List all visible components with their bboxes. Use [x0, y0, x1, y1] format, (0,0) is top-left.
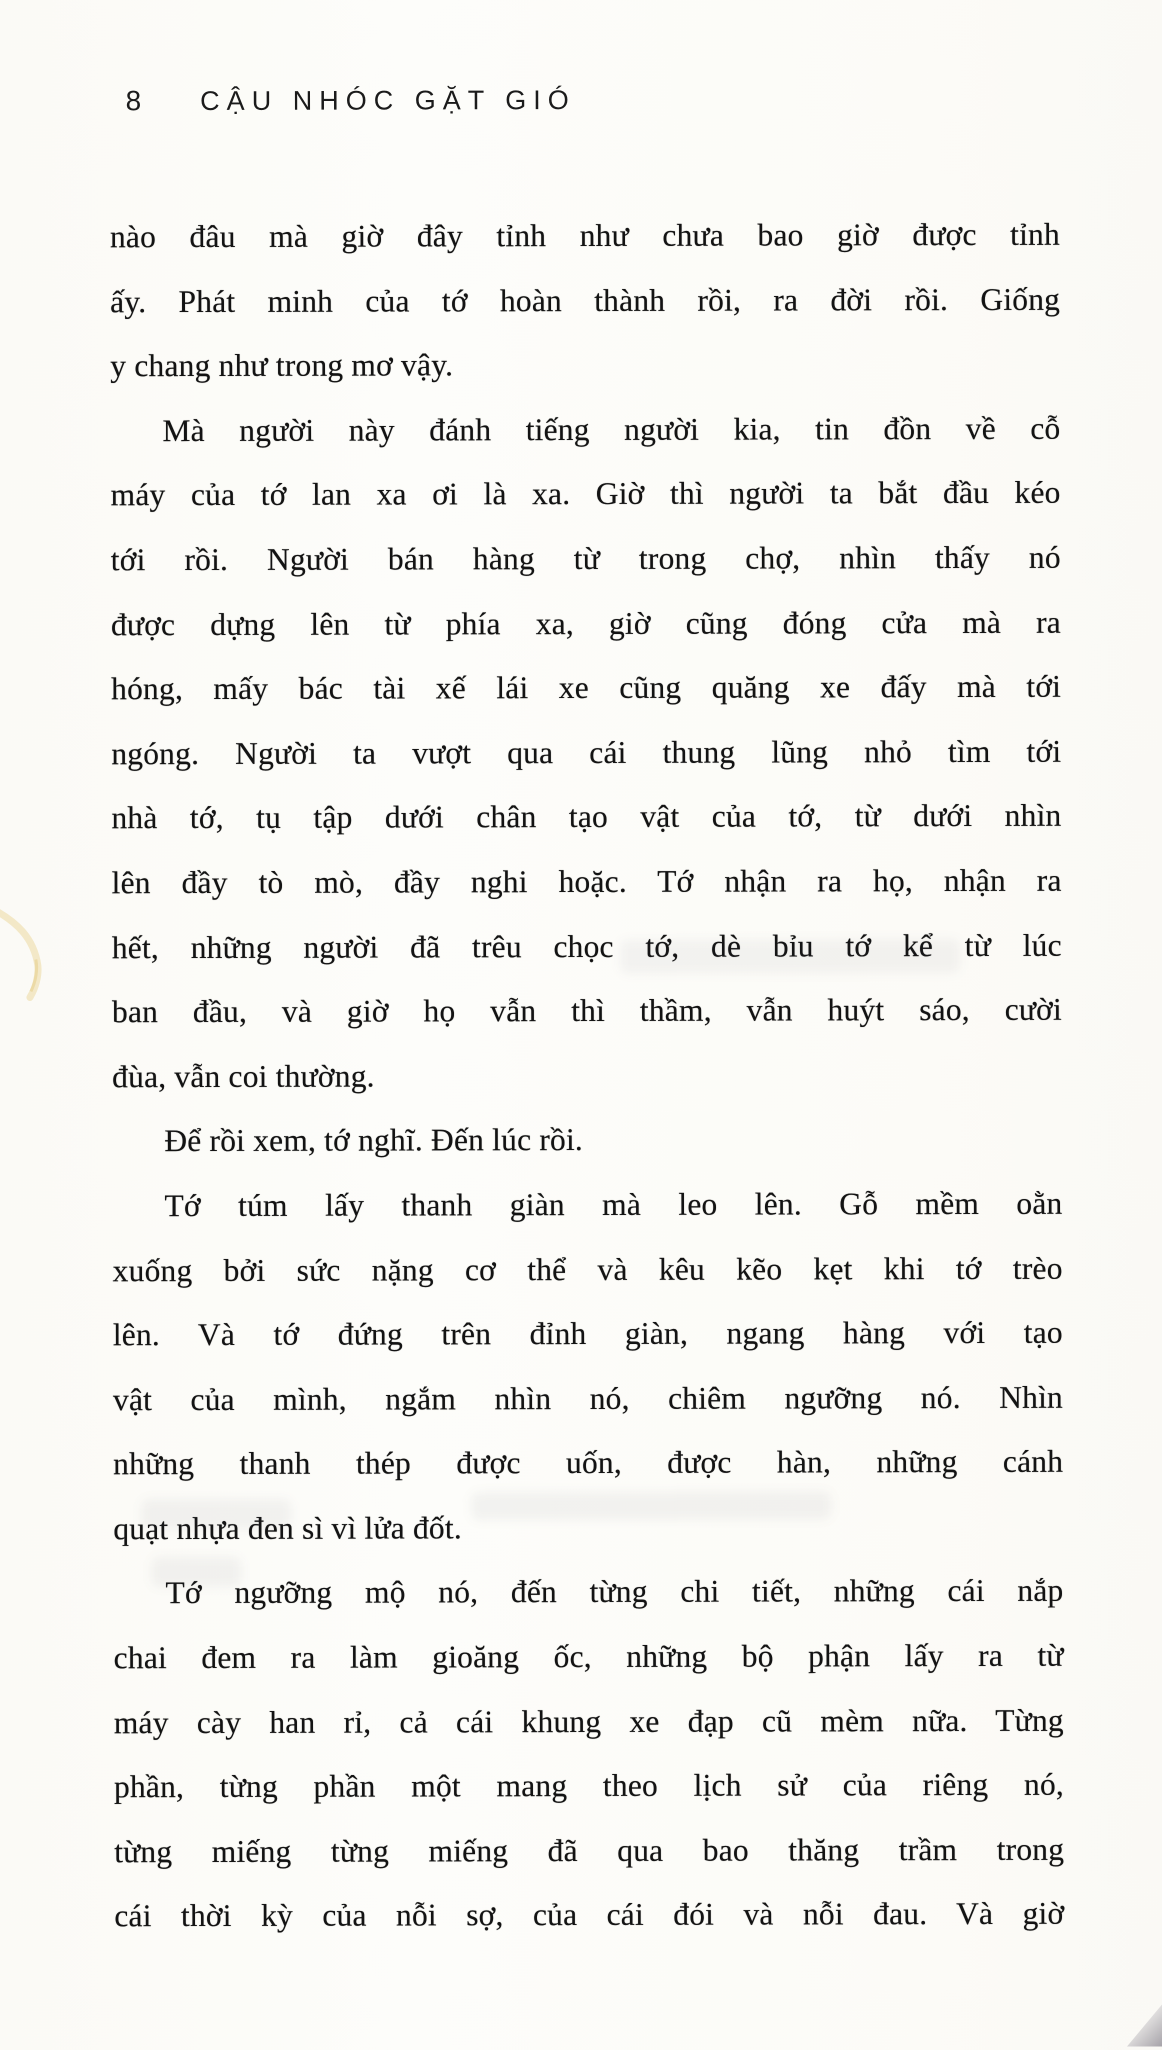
text-line: hết, những người đã trêu chọc tớ, dè bỉu tớ kể từ lúc	[111, 927, 1062, 965]
text-line: xuống bởi sức nặng cơ thể và kêu kẽo kẹt khi tớ trèo	[112, 1250, 1063, 1288]
text-line: Tớ ngưỡng mộ nó, đến từng chi tiết, những cái nắp	[165, 1573, 1064, 1611]
text-line: y chang như trong mơ vậy.	[110, 347, 454, 384]
page-corner-shadow	[1123, 1996, 1162, 2046]
body-text-block	[110, 203, 1065, 1950]
text-line: vật của mình, ngắm nhìn nó, chiêm ngưỡng nó. Nhìn	[112, 1379, 1064, 1417]
text-line: nào đâu mà giờ đây tỉnh như chưa bao giờ được tỉnh	[109, 216, 1060, 255]
text-line: Để rồi xem, tớ nghĩ. Đến lúc rồi.	[164, 1122, 584, 1159]
text-line: từng miếng từng miếng đã qua bao thăng trầm trong	[114, 1831, 1065, 1870]
text-line: quạt nhựa đen sì vì lửa đốt.	[113, 1510, 462, 1547]
text-line: tới rồi. Người bán hàng từ trong chợ, nhìn thấy nó	[110, 539, 1061, 578]
page-number: 8	[125, 85, 143, 117]
text-line: máy của tớ lan xa ơi là xa. Giờ thì người ta bắt đầu kéo	[110, 475, 1061, 513]
text-line: ban đầu, và giờ họ vẫn thì thầm, vẫn huýt sáo, cười	[111, 991, 1063, 1030]
yellow-stain-artifact	[0, 903, 76, 1003]
text-line: chai đem ra làm gioăng ốc, những bộ phận lấy ra từ	[113, 1637, 1064, 1676]
text-line: cái thời kỳ của nỗi sợ, của cái đói và nỗi đau. Và giờ	[114, 1896, 1065, 1934]
text-line: ấy. Phát minh của tớ hoàn thành rồi, ra đời rồi. Giống	[110, 281, 1061, 319]
text-line: đùa, vẫn coi thường.	[112, 1058, 375, 1094]
text-line: được dựng lên từ phía xa, giờ cũng đóng cửa mà ra	[110, 604, 1061, 642]
text-line: máy cày han rỉ, cả cái khung xe đạp cũ mèm nữa. Từng	[113, 1702, 1064, 1740]
text-line: Mà người này đánh tiếng người kia, tin đồn về cỗ	[162, 410, 1061, 448]
text-line: hóng, mấy bác tài xế lái xe cũng quăng xe đấy mà tới	[111, 668, 1062, 707]
running-title: CẬU NHÓC GẶT GIÓ	[200, 85, 576, 116]
text-line: những thanh thép được uốn, được hàn, những cánh	[113, 1444, 1064, 1482]
text-line: phần, từng phần một mang theo lịch sử của riêng nó,	[113, 1766, 1065, 1805]
text-line: ngóng. Người ta vượt qua cái thung lũng nhỏ tìm tới	[111, 733, 1062, 771]
text-line: nhà tớ, tụ tập dưới chân tạo vật của tớ, từ dưới nhìn	[111, 798, 1062, 836]
text-line: Tớ túm lấy thanh giàn mà leo lên. Gỗ mềm oằn	[164, 1185, 1063, 1223]
text-line: lên. Và tớ đứng trên đỉnh giàn, ngang hàng với tạo	[112, 1314, 1063, 1353]
running-header	[126, 84, 576, 117]
text-line: lên đầy tò mò, đầy nghi hoặc. Tớ nhận ra họ, nhận ra	[111, 862, 1062, 901]
